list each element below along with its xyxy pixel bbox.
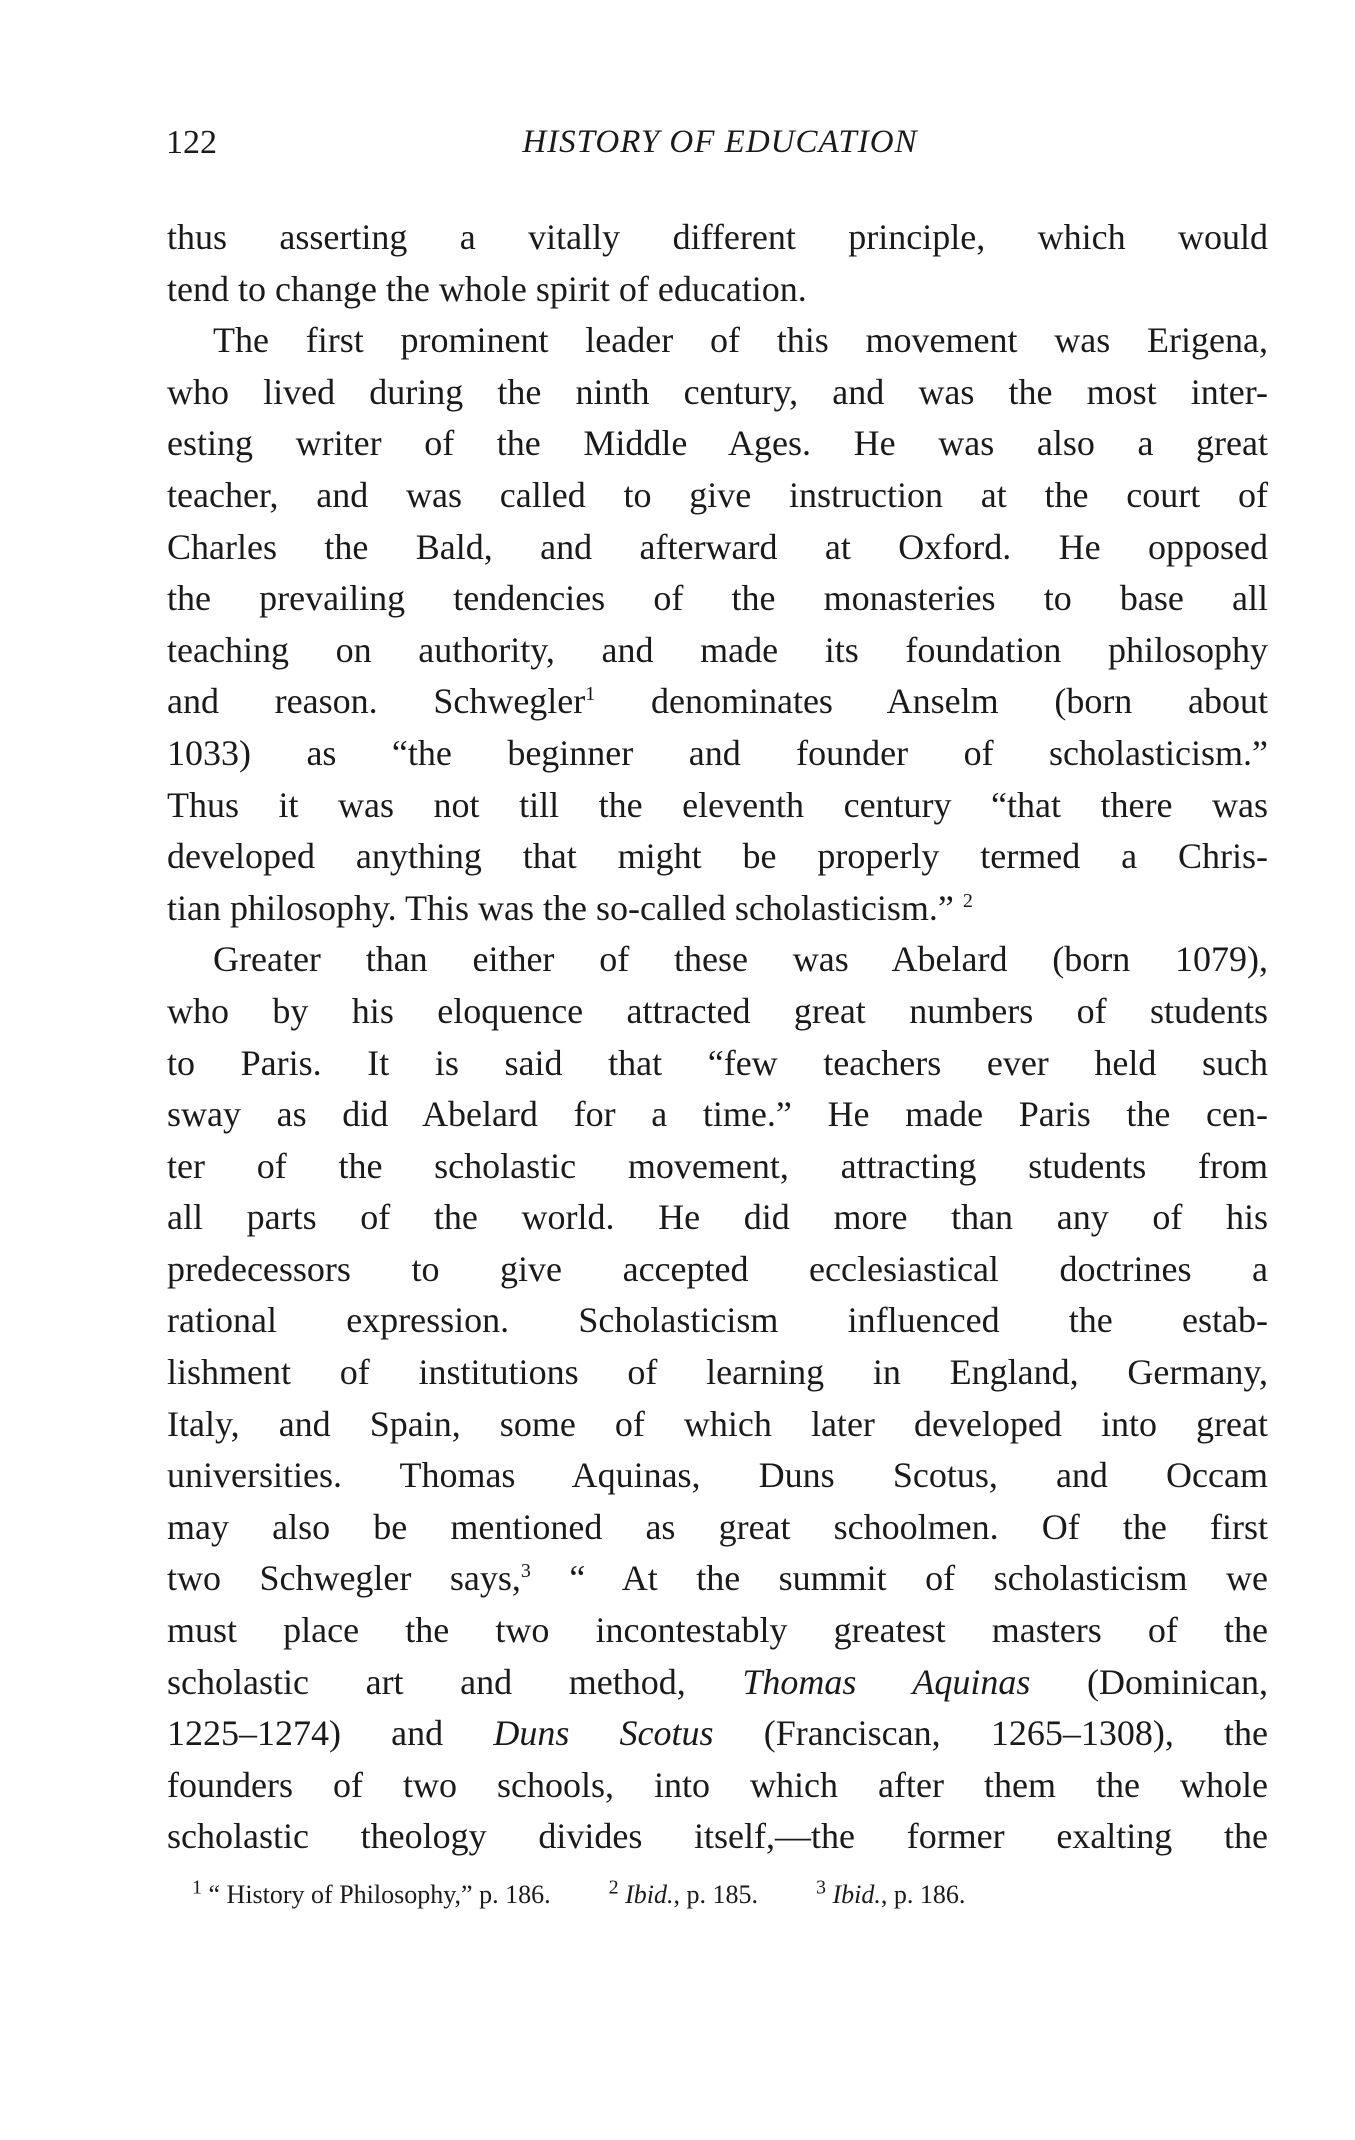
text-run: tian philosophy. This was the so-called scholasticism.” bbox=[167, 887, 963, 928]
text-line bbox=[167, 1657, 1268, 1709]
text-run: esting writer of the Middle Ages. He was also a great bbox=[167, 423, 1268, 464]
text-run: two Schwegler says, bbox=[167, 1558, 521, 1599]
text-run: the prevailing tendencies of the monasteries to base all bbox=[167, 578, 1268, 619]
text-run: all parts of the world. He did more than any of his bbox=[167, 1197, 1268, 1238]
running-title: HISTORY OF EDUCATION bbox=[522, 124, 918, 160]
footnote-ref: 3 bbox=[520, 1560, 531, 1583]
text-run: developed anything that might be properly termed a Chris- bbox=[167, 836, 1268, 877]
text-line bbox=[167, 1605, 1268, 1657]
footnote-ref: 2 bbox=[608, 1876, 619, 1899]
body-text bbox=[167, 212, 1268, 1863]
footnote bbox=[815, 1876, 966, 1909]
text-line bbox=[167, 212, 1268, 264]
text-run: teacher, and was called to give instruction at the court of bbox=[167, 474, 1268, 515]
text-run: tend to change the whole spirit of education. bbox=[167, 268, 807, 309]
text-run: sway as did Abelard for a time.” He made Paris the cen- bbox=[167, 1094, 1268, 1135]
text-run: 1033) as “the beginner and founder of scholasticism.” bbox=[167, 732, 1268, 773]
text-line bbox=[167, 1295, 1268, 1347]
text-line bbox=[167, 573, 1268, 625]
text-run: lishment of institutions of learning in England, Germany, bbox=[167, 1352, 1268, 1393]
text-run: founders of two schools, into which after them the whole bbox=[167, 1764, 1268, 1805]
text-run: teaching on authority, and made its foundation philosophy bbox=[167, 629, 1268, 670]
text-line bbox=[167, 883, 1268, 935]
text-run: to Paris. It is said that “few teachers ever held such bbox=[167, 1042, 1268, 1083]
text-run: who lived during the ninth century, and was the most inter- bbox=[167, 371, 1268, 412]
text-line bbox=[167, 315, 1268, 367]
text-line bbox=[167, 934, 1268, 986]
text-line bbox=[167, 986, 1268, 1038]
footnotes bbox=[192, 1876, 1023, 1910]
text-run: “ At the summit of scholasticism we bbox=[530, 1558, 1268, 1599]
text-line bbox=[167, 1450, 1268, 1502]
footnote-ref: 1 bbox=[192, 1876, 202, 1899]
page-number: 122 bbox=[166, 124, 217, 161]
text-run: and reason. Schwegler bbox=[167, 681, 586, 722]
text-line bbox=[167, 728, 1268, 780]
text-line bbox=[167, 418, 1268, 470]
italic-text: Ibid. bbox=[832, 1880, 881, 1909]
text-run: , p. 185. bbox=[673, 1880, 758, 1909]
italic-text: Ibid. bbox=[625, 1880, 674, 1909]
text-run: Thus it was not till the eleventh century “that there was bbox=[167, 784, 1268, 825]
text-line bbox=[167, 367, 1268, 419]
text-run: predecessors to give accepted ecclesiastical doctrines a bbox=[167, 1248, 1268, 1289]
text-run: rational expression. Scholasticism influenced the estab- bbox=[167, 1300, 1268, 1341]
text-line bbox=[167, 1347, 1268, 1399]
text-run: must place the two incontestably greatest masters of the bbox=[167, 1610, 1268, 1651]
text-run: The first prominent leader of this movement was Erigena, bbox=[213, 320, 1268, 361]
text-line bbox=[167, 1089, 1268, 1141]
text-line bbox=[167, 1811, 1268, 1863]
footnote-ref: 1 bbox=[585, 683, 596, 706]
text-line bbox=[167, 264, 1268, 316]
text-line bbox=[167, 1502, 1268, 1554]
text-line bbox=[167, 1399, 1268, 1451]
text-line bbox=[167, 1192, 1268, 1244]
italic-text: Thomas Aquinas bbox=[742, 1661, 1031, 1702]
text-run: universities. Thomas Aquinas, Duns Scotus, and Occam bbox=[167, 1455, 1268, 1496]
text-run: who by his eloquence attracted great numbers of students bbox=[167, 990, 1268, 1031]
text-run: denominates Anselm (born about bbox=[595, 681, 1268, 722]
text-run: ter of the scholastic movement, attracting students from bbox=[167, 1145, 1268, 1186]
footnote bbox=[608, 1876, 758, 1909]
text-run: (Dominican, bbox=[1030, 1661, 1268, 1702]
text-line bbox=[167, 1141, 1268, 1193]
text-line bbox=[167, 1553, 1268, 1605]
text-line bbox=[167, 1708, 1268, 1760]
text-run: “ History of Philosophy,” p. 186. bbox=[202, 1880, 551, 1909]
text-line bbox=[167, 1760, 1268, 1812]
italic-text: Duns Scotus bbox=[493, 1713, 714, 1754]
text-line bbox=[167, 1038, 1268, 1090]
text-run: Charles the Bald, and afterward at Oxford. He opposed bbox=[167, 526, 1268, 567]
text-line bbox=[167, 676, 1268, 728]
text-run: (Franciscan, 1265–1308), the bbox=[713, 1713, 1268, 1754]
text-run: scholastic theology divides itself,—the former exalting the bbox=[167, 1816, 1268, 1857]
text-run: may also be mentioned as great schoolmen. Of the first bbox=[167, 1506, 1268, 1547]
text-run: , p. 186. bbox=[880, 1880, 966, 1909]
footnote-ref: 2 bbox=[962, 889, 973, 912]
text-run: Italy, and Spain, some of which later developed into great bbox=[167, 1403, 1268, 1444]
text-line bbox=[167, 1244, 1268, 1296]
text-run: Greater than either of these was Abelard (born 1079), bbox=[213, 939, 1268, 980]
text-line bbox=[167, 470, 1268, 522]
text-run: 1225–1274) and bbox=[167, 1713, 494, 1754]
text-line bbox=[167, 625, 1268, 677]
text-run: scholastic art and method, bbox=[167, 1661, 743, 1702]
text-line bbox=[167, 831, 1268, 883]
footnote-ref: 3 bbox=[815, 1876, 826, 1899]
text-line bbox=[167, 522, 1268, 574]
text-line bbox=[167, 780, 1268, 832]
text-run: thus asserting a vitally different principle, which would bbox=[167, 217, 1268, 257]
footnote bbox=[192, 1876, 551, 1909]
